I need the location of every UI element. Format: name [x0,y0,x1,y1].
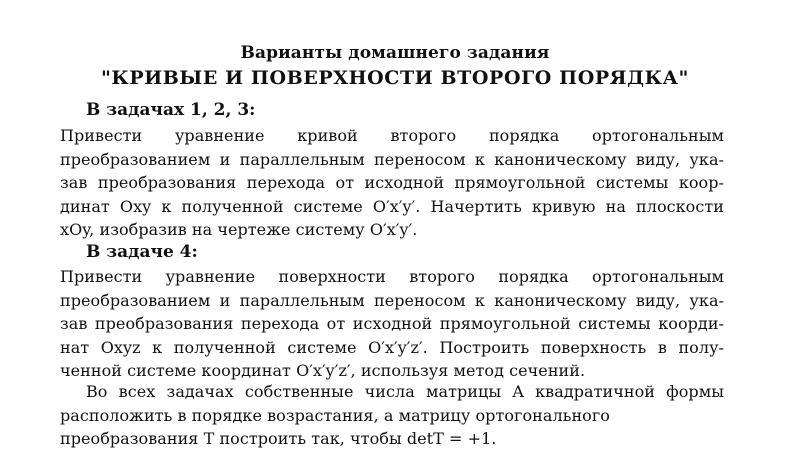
title-line-2: "КРИВЫЕ И ПОВЕРХНОСТИ ВТОРОГО ПОРЯДКА" [100,67,690,89]
section-1-heading: В задачах 1, 2, 3: [86,100,256,120]
text-line: xOy, изобразив на чертеже систему O′x′y′. [60,220,418,239]
text-line: ченной системе координат O′x′y′z′, используя метод сечений. [60,361,586,380]
section-1-text [60,124,724,242]
text-line: преобразованием и параллельным переносом к каноническому виду, ука- [60,149,724,169]
text-line: нат Oxyz к полученной системе O′x′y′z′. Построить поверхность в полу- [60,337,724,357]
text-line: Привести уравнение кривой второго порядка ортогональным [60,126,724,145]
text-line: Во всех задачах собственные числа матрицы A квадратичной формы [86,382,724,401]
section-2-heading: В задаче 4: [86,242,198,262]
section-2-text [60,265,724,383]
text-line: расположить в порядке возрастания, а матрицу ортогонального [60,405,610,425]
document-title [0,42,790,90]
text-line: зав преобразования перехода от исходной прямоугольной системы коор- [60,173,724,192]
text-line: Привести уравнение поверхности второго порядка ортогональным [60,267,724,286]
text-line: зав преобразования перехода от исходной прямоугольной системы коорди- [60,314,724,333]
note-text [60,380,724,451]
text-line: преобразованием и параллельным переносом к каноническому виду, ука- [60,290,724,310]
text-line: преобразования T построить так, чтобы detT = +1. [60,429,497,448]
text-line: динат Oxy к полученной системе O′x′y′. Начертить кривую на плоскости [60,196,724,216]
title-line-1: Варианты домашнего задания [240,43,550,63]
